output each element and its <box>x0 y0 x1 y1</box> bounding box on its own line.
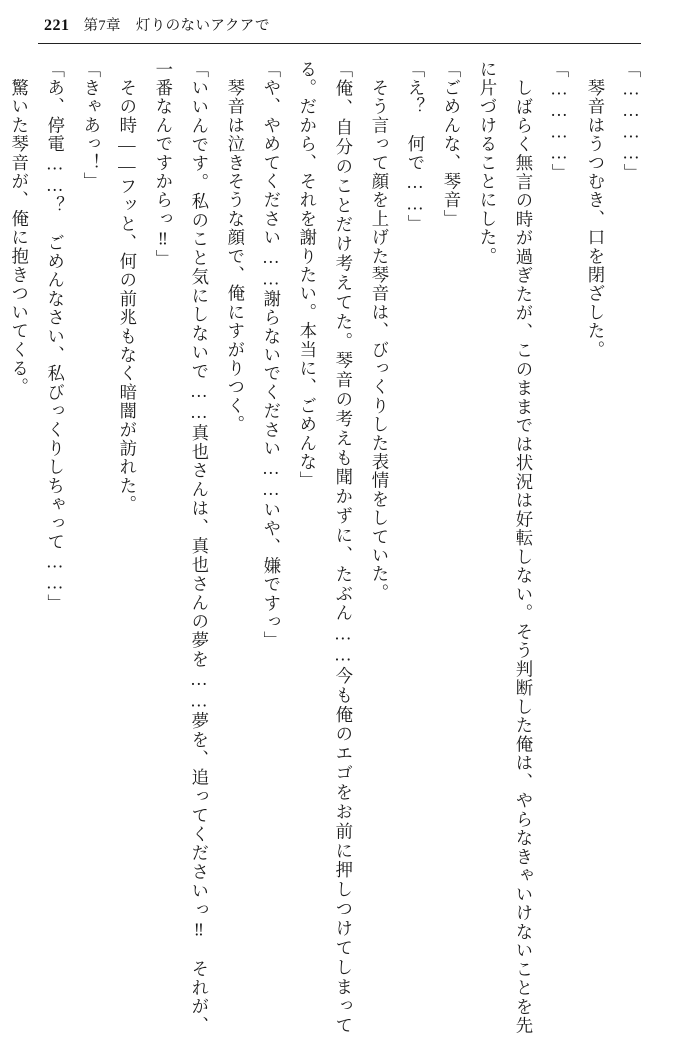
paragraph: 「ごめんな、琴音」 <box>440 60 461 229</box>
paragraph: 琴音はうつむき、口を閉ざした。 <box>584 60 605 360</box>
paragraph: 「…………」 <box>621 60 641 183</box>
paragraph: しばらく無言の時が過ぎたが、このままでは状況は好転しない。そう判断した俺は、やらなきゃいけないことを先に片づけることにした。 <box>476 60 533 1035</box>
paragraph: 「いいんです。私のこと気にしないで……真也さんは、真也さんの夢を……夢を、追ってくださいっ‼ それが、一番なんですからっ‼」 <box>152 60 209 1035</box>
running-head <box>30 14 649 40</box>
paragraph: 「…………」 <box>548 60 569 183</box>
paragraph: 「あ、停電……？ ごめんなさい、私びっくりしちゃって……」 <box>44 60 65 613</box>
vertical-text-body <box>8 60 649 1035</box>
paragraph: 「きゃあっ！」 <box>80 60 101 191</box>
paragraph: 驚いた琴音が、俺に抱きついてくる。 <box>8 60 29 397</box>
paragraph: 琴音は泣きそうな顔で、俺にすがりつく。 <box>224 60 245 434</box>
chapter-title: 第7章 灯りのないアクアで <box>83 18 270 34</box>
header-divider <box>38 43 641 44</box>
paragraph: 「や、やめてください……謝らないでください……いや、嫌ですっ」 <box>260 60 281 651</box>
paragraph: そう言って顔を上げた琴音は、びっくりした表情をしていた。 <box>368 60 389 603</box>
paragraph: その時——フッと、何の前兆もなく暗闇が訪れた。 <box>116 60 137 514</box>
paragraph: 「え？ 何で……」 <box>404 60 425 234</box>
page-number: 221 <box>44 17 70 34</box>
paragraph: 「俺、自分のことだけ考えてた。琴音の考えも聞かずに、たぶん……今も俺のエゴをお前に押しつけてしまってる。だから、それを謝りたい。本当に、ごめんな」 <box>296 60 353 1035</box>
